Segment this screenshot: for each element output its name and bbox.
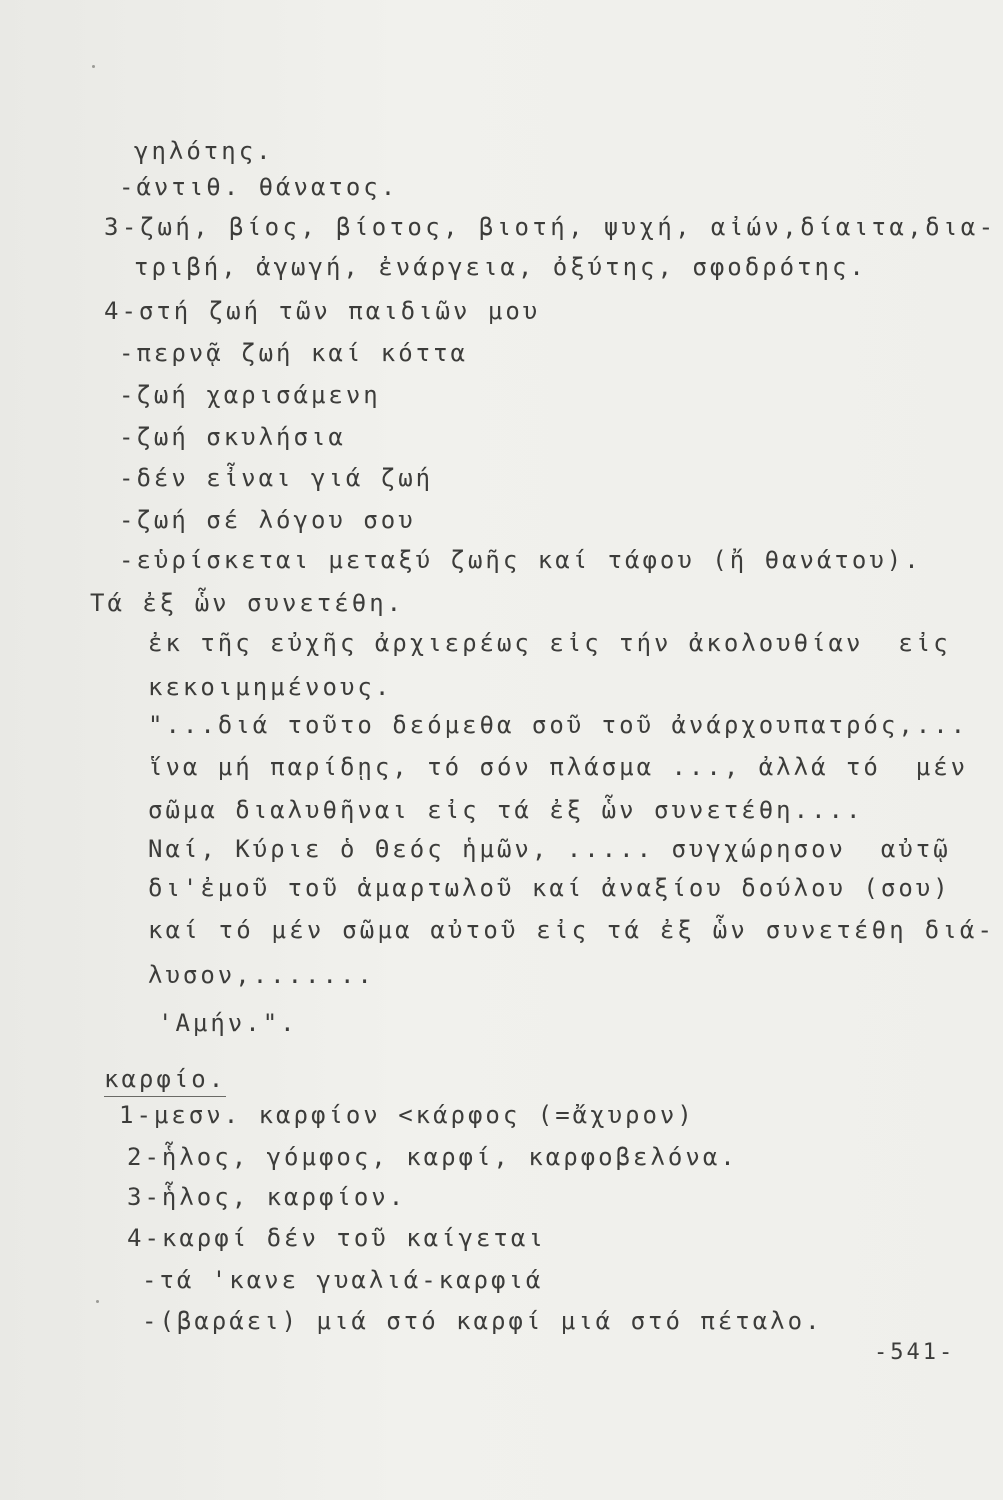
text-line: 3-ἧλος, καρφίον. xyxy=(127,1183,407,1211)
section-heading: καρφίο. xyxy=(104,1065,227,1093)
text-line: κεκοιμημένους. xyxy=(148,673,393,701)
text-line: -ζωή χαρισάμενη xyxy=(119,381,381,409)
text-line: τριβή, ἀγωγή, ἐνάργεια, ὀξύτης, σφοδρότης. xyxy=(134,253,867,281)
text-line: 2-ἧλος, γόμφος, καρφί, καρφοβελόνα. xyxy=(127,1143,738,1171)
text-line: 'Αμήν.". xyxy=(158,1009,298,1037)
text-line: -άντιθ. θάνατος. xyxy=(119,173,399,201)
text-line: δι'ἐμοῦ τοῦ ἁμαρτωλοῦ καί ἀναξίου δούλου (σου) xyxy=(148,874,951,902)
text-line: ἐκ τῆς εὐχῆς ἀρχιερέως εἰς τήν ἀκολουθίαν εἰς xyxy=(148,629,951,657)
text-line: -(βαράει) μιά στό καρφί μιά στό πέταλο. xyxy=(142,1307,823,1335)
text-line: -δέν εἶναι γιά ζωή xyxy=(119,464,434,492)
text-line: -ζωή σκυλήσια xyxy=(119,423,346,451)
text-line: γηλότης. xyxy=(134,137,274,165)
text-line: "...διά τοῦτο δεόμεθα σοῦ τοῦ ἀνάρχουπατρός,... xyxy=(148,711,969,739)
text-line: 3-ζωή, βίος, βίοτος, βιοτή, ψυχή, αἰών,δίαιτα,δια- xyxy=(104,213,997,241)
text-line: λυσον,....... xyxy=(148,961,375,989)
text-line: -περνᾷ ζωή καί κόττα xyxy=(119,339,468,367)
text-line: Ναί, Κύριε ὁ Θεός ἡμῶν, ..... συγχώρησον αὐτῷ xyxy=(148,835,951,863)
text-line: 4-στή ζωή τῶν παιδιῶν μου xyxy=(104,297,541,325)
text-line: 4-καρφί δέν τοῦ καίγεται xyxy=(127,1224,546,1252)
text-line: -τά 'κανε γυαλιά-καρφιά xyxy=(142,1266,544,1294)
text-line: σῶμα διαλυθῆναι εἰς τά ἐξ ὧν συνετέθη.... xyxy=(148,796,864,824)
text-line: ἵνα μή παρίδῃς, τό σόν πλάσμα ..., ἀλλά τό μέν xyxy=(148,753,969,781)
page-number: -541- xyxy=(874,1340,956,1365)
text-line: -ζωή σέ λόγου σου xyxy=(119,506,416,534)
paper-speck xyxy=(96,1300,99,1303)
paper-speck xyxy=(92,65,95,68)
text-line: Τά ἐξ ὧν συνετέθη. xyxy=(90,589,405,617)
text-line: -εὑρίσκεται μεταξύ ζωῆς καί τάφου (ἤ θανάτου). xyxy=(119,546,922,574)
heading-underline xyxy=(104,1096,226,1097)
text-line: καί τό μέν σῶμα αὐτοῦ εἰς τά ἐξ ὧν συνετέθη διά- xyxy=(148,916,996,944)
text-line: 1-μεσν. καρφίον <κάρφος (=ἄχυρον) xyxy=(119,1101,695,1129)
